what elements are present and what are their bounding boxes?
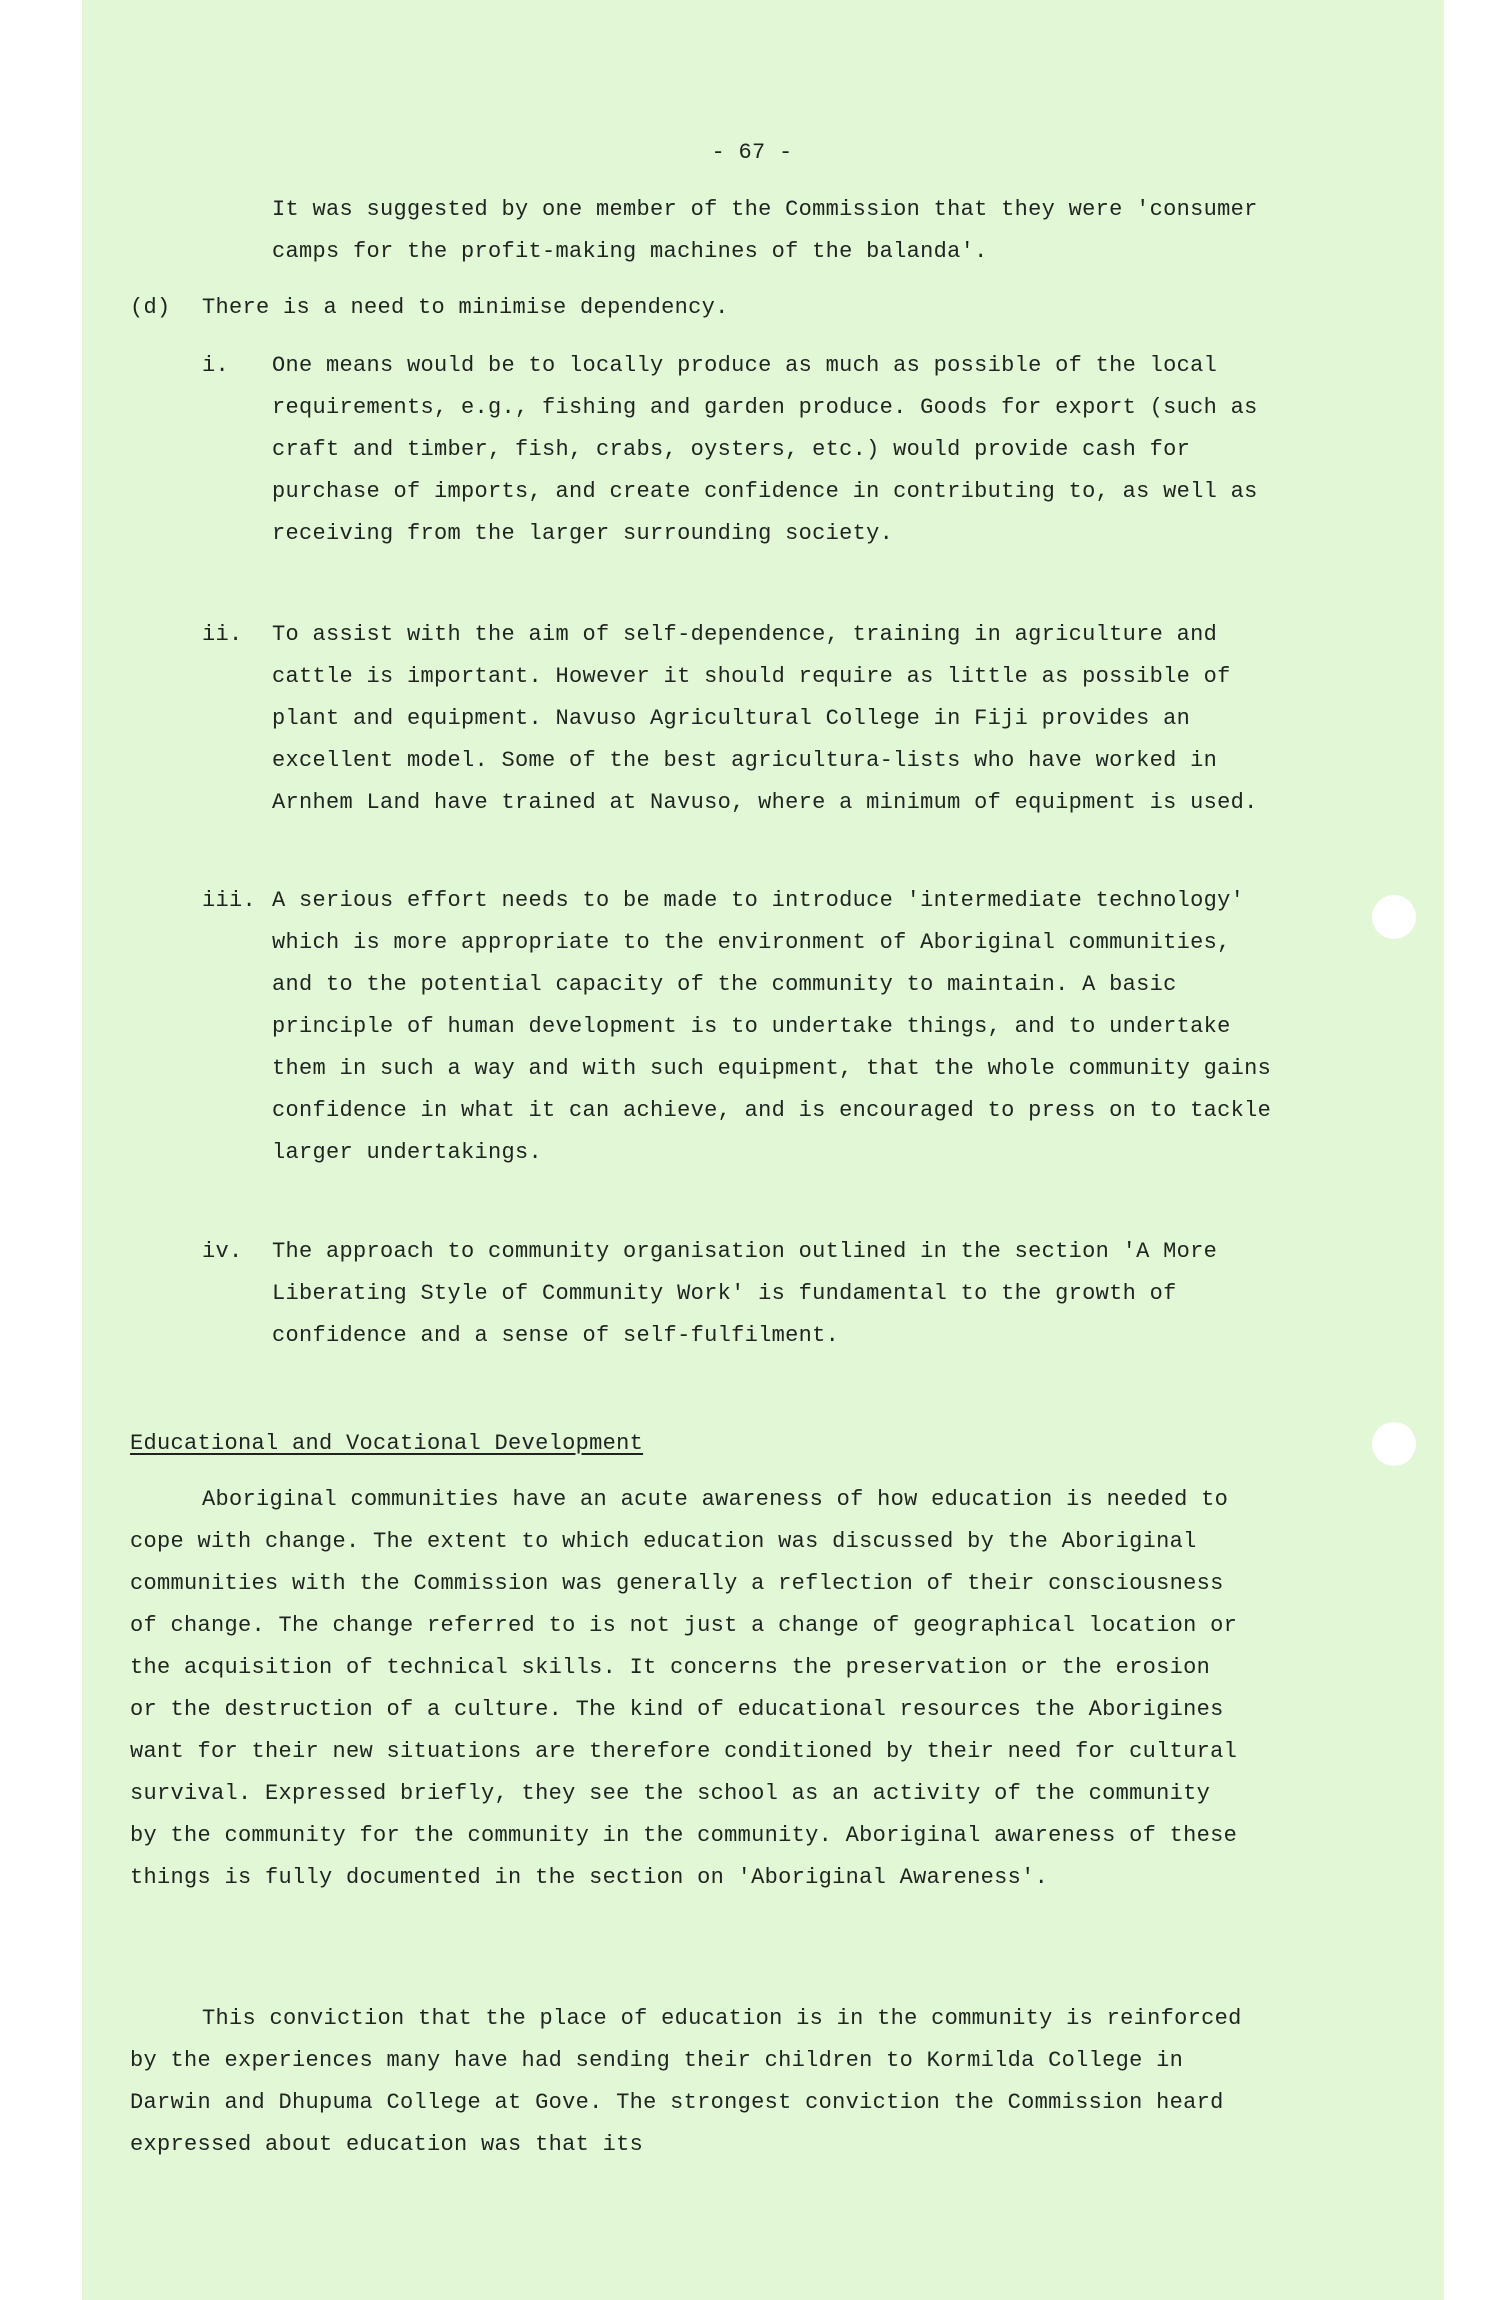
intro-paragraph: It was suggested by one member of the Commission that they were 'consumer camps for the profit-making machines of the balanda'. [272, 197, 1258, 264]
punch-hole [1372, 1422, 1416, 1466]
subitem-text: The approach to community organisation outlined in the section 'A More Liberating Style of Community Work' is fundamental to the growth of confidence and a sense of self-fulfilment. [272, 1239, 1218, 1348]
subitem-text: One means would be to locally produce as much as possible of the local requirements, e.g., fishing and garden produce. Goods for export (such as craft and timber, fish, crabs, oysters, etc.) would provide cash for purchase of imports, and create confidence in contributing to, as well as receiving from the larger surrounding society. [272, 353, 1258, 546]
section-heading [130, 1428, 830, 1460]
punch-hole [1372, 895, 1416, 939]
item-d-text: There is a need to minimise dependency. [202, 295, 729, 320]
section-heading-text: Educational and Vocational Development [130, 1431, 644, 1456]
subitem-number: ii. [202, 622, 243, 647]
page-number: - 67 - [711, 140, 793, 165]
subitem-number: iv. [202, 1239, 243, 1264]
body-paragraph: Aboriginal communities have an acute awareness of how education is needed to cope with change. The extent to which education was discussed by the Aboriginal communities with the Commission was generally a reflection of their consciousness of change. The change referred to is not just a change of geographical location or the acquisition of technical skills. It concerns the preservation or the erosion or the destruction of a culture. The kind of educational resources the Aborigines want for their new situations are therefore conditioned by their need for cultural survival. Expressed briefly, they see the school as an activity of the community by the community for the community in the community. Aboriginal awareness of these things is fully documented in the section on 'Aboriginal Awareness'. [130, 1487, 1238, 1890]
body-paragraph: This conviction that the place of education is in the community is reinforced by the experiences many have had sending their children to Kormilda College in Darwin and Dhupuma College at Gove. The strongest conviction the Commission heard expressed about education was that its [130, 2006, 1242, 2157]
subitem-text: A serious effort needs to be made to introduce 'intermediate technology' which is more appropriate to the environment of Aboriginal communities, and to the potential capacity of the community to maintain. A basic principle of human development is to undertake things, and to undertake them in such a way and with such equipment, that the whole community gains confidence in what it can achieve, and is encouraged to press on to tackle larger undertakings. [272, 888, 1272, 1165]
subitem-text: To assist with the aim of self-dependence, training in agriculture and cattle is important. However it should require as little as possible of plant and equipment. Navuso Agricultural College in Fiji provides an excellent model. Some of the best agricultura-lists who have worked in Arnhem Land have trained at Navuso, where a minimum of equipment is used. [272, 622, 1258, 815]
document-page [82, 0, 1444, 2300]
subitem-number: i. [202, 353, 230, 378]
item-d-label: (d) [130, 295, 171, 320]
subitem-number: iii. [202, 888, 257, 913]
